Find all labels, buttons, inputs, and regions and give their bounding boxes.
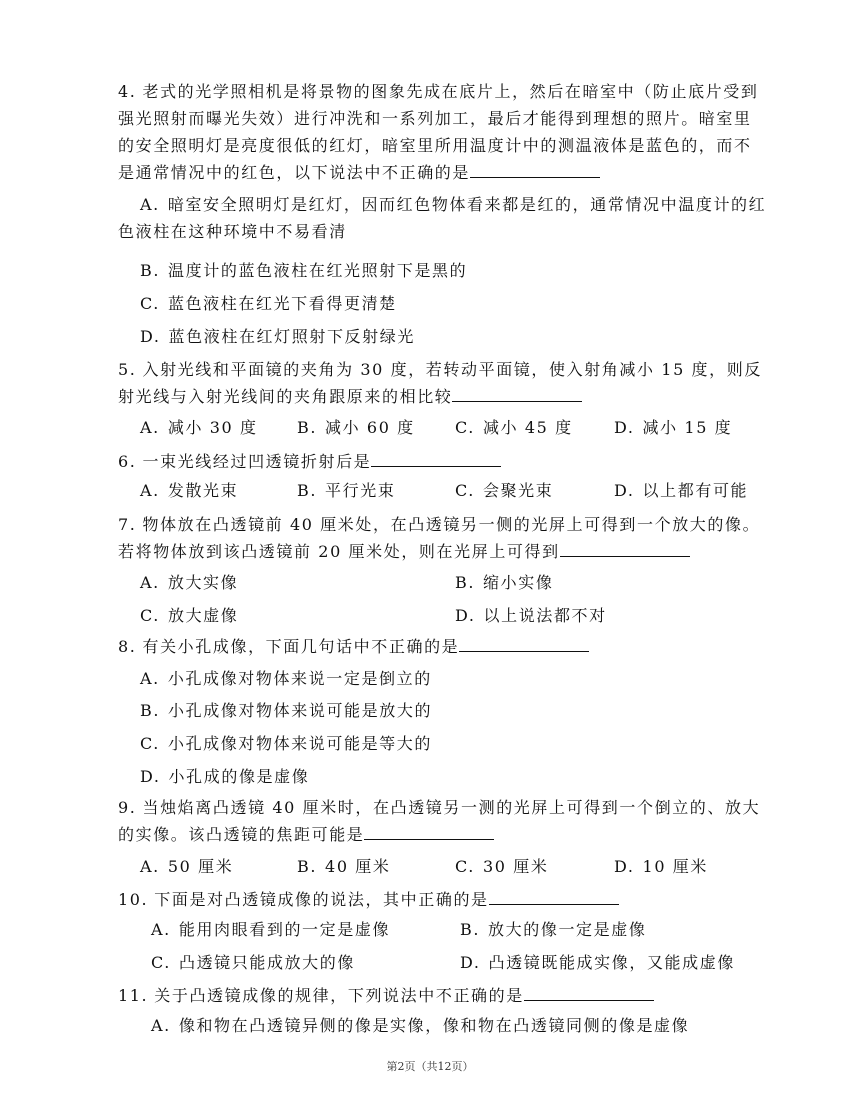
question-stem: 一束光线经过凹透镜折射后是 xyxy=(142,452,372,471)
option-letter: D. xyxy=(614,857,635,876)
page-footer: 第2页（共12页） xyxy=(386,1060,474,1073)
option-10c[interactable] xyxy=(151,950,355,973)
option-text: 40 厘米 xyxy=(325,857,391,876)
option-text: 蓝色液柱在红光下看得更清楚 xyxy=(167,294,397,313)
option-letter: C. xyxy=(151,953,171,972)
option-text: 放大的像一定是虚像 xyxy=(488,920,647,939)
option-4b[interactable] xyxy=(140,258,467,281)
option-letter: C. xyxy=(455,418,475,437)
option-letter: C. xyxy=(140,734,160,753)
answer-blank[interactable] xyxy=(524,982,654,1001)
option-text: 以上说法都不对 xyxy=(483,606,607,625)
question-8 xyxy=(118,633,768,660)
option-text: 30 厘米 xyxy=(482,857,549,876)
option-7a[interactable] xyxy=(140,570,238,593)
option-letter: A. xyxy=(151,1016,171,1035)
question-number: 10. xyxy=(118,890,149,909)
option-10d[interactable] xyxy=(460,950,735,973)
option-text: 暗室安全照明灯是红灯，因而红色物体看来都是红的，通常情况中温度计的红色液柱在这种环境中不易看清 xyxy=(118,195,767,241)
option-letter: D. xyxy=(140,327,161,346)
question-stem: 当烛焰离凸透镜 40 厘米时，在凸透镜另一测的光屏上可得到一个倒立的、放大的实像。该凸透镜的焦距可能是 xyxy=(118,798,761,844)
option-text: 缩小实像 xyxy=(483,573,554,592)
option-letter: A. xyxy=(140,669,160,688)
option-text: 以上都有可能 xyxy=(642,481,749,500)
option-5c[interactable] xyxy=(455,415,573,438)
option-text: 温度计的蓝色液柱在红光照射下是黑的 xyxy=(168,261,468,280)
option-letter: D. xyxy=(614,418,635,437)
option-text: 小孔成像对物体来说一定是倒立的 xyxy=(167,669,432,688)
option-8a[interactable] xyxy=(140,666,432,689)
option-letter: B. xyxy=(297,481,318,500)
option-text: 减小 60 度 xyxy=(325,418,415,437)
option-6d[interactable] xyxy=(614,478,748,501)
option-letter: C. xyxy=(140,294,160,313)
question-number: 6. xyxy=(118,452,137,471)
option-text: 平行光束 xyxy=(325,481,396,500)
option-letter: D. xyxy=(614,481,635,500)
option-letter: C. xyxy=(455,481,475,500)
option-letter: A. xyxy=(140,857,160,876)
option-7d[interactable] xyxy=(455,603,607,626)
option-letter: B. xyxy=(140,701,161,720)
option-text: 减小 30 度 xyxy=(167,418,258,437)
question-number: 4. xyxy=(118,82,137,101)
option-letter: A. xyxy=(140,481,160,500)
option-text: 能用肉眼看到的一定是虚像 xyxy=(178,920,391,939)
question-4 xyxy=(118,78,768,186)
question-stem: 入射光线和平面镜的夹角为 30 度，若转动平面镜，使入射角减小 15 度，则反射光线与入射光线间的夹角跟原来的相比较 xyxy=(118,360,762,406)
option-letter: D. xyxy=(455,606,476,625)
option-letter: C. xyxy=(455,857,475,876)
option-9b[interactable] xyxy=(297,854,391,877)
question-stem: 物体放在凸透镜前 40 厘米处，在凸透镜另一侧的光屏上可得到一个放大的像。若将物体放到该凸透镜前 20 厘米处，则在光屏上可得到 xyxy=(118,515,761,561)
question-number: 7. xyxy=(118,515,137,534)
option-text: 放大虚像 xyxy=(167,606,239,625)
option-8c[interactable] xyxy=(140,731,432,754)
question-number: 11. xyxy=(118,986,149,1005)
option-text: 小孔成像对物体来说可能是等大的 xyxy=(167,734,432,753)
option-text: 会聚光束 xyxy=(482,481,554,500)
option-text: 10 厘米 xyxy=(642,857,708,876)
option-text: 减小 45 度 xyxy=(482,418,573,437)
option-letter: B. xyxy=(455,573,476,592)
option-letter: D. xyxy=(140,767,161,786)
question-6 xyxy=(118,448,768,475)
option-7c[interactable] xyxy=(140,603,238,626)
option-4a[interactable] xyxy=(118,191,768,245)
option-6c[interactable] xyxy=(455,478,553,501)
option-letter: A. xyxy=(140,195,160,214)
option-5b[interactable] xyxy=(297,415,415,438)
option-text: 小孔成的像是虚像 xyxy=(168,767,310,786)
option-text: 像和物在凸透镜异侧的像是实像，像和物在凸透镜同侧的像是虚像 xyxy=(178,1016,690,1035)
question-stem: 老式的光学照相机是将景物的图象先成在底片上，然后在暗室中（防止底片受到强光照射而曝光失效）进行冲洗和一系列加工，最后才能得到理想的照片。暗室里的安全照明灯是亮度很低的红灯，暗室里所用温度计中的测温液体是蓝色的，而不是通常情况中的红色，以下说法中不正确的是 xyxy=(118,82,759,182)
option-letter: B. xyxy=(297,857,318,876)
option-7b[interactable] xyxy=(455,570,553,593)
option-text: 凸透镜只能成放大的像 xyxy=(178,953,355,972)
option-9c[interactable] xyxy=(455,854,548,877)
option-text: 发散光束 xyxy=(167,481,239,500)
option-text: 减小 15 度 xyxy=(642,418,733,437)
answer-blank[interactable] xyxy=(470,159,600,178)
option-letter: B. xyxy=(140,261,161,280)
option-8b[interactable] xyxy=(140,698,432,721)
option-6a[interactable] xyxy=(140,478,238,501)
answer-blank[interactable] xyxy=(489,886,619,905)
option-6b[interactable] xyxy=(297,478,395,501)
option-8d[interactable] xyxy=(140,764,309,787)
option-text: 蓝色液柱在红灯照射下反射绿光 xyxy=(168,327,415,346)
answer-blank[interactable] xyxy=(371,448,501,467)
option-10b[interactable] xyxy=(460,917,646,940)
option-letter: B. xyxy=(297,418,318,437)
question-number: 9. xyxy=(118,798,137,817)
option-letter: B. xyxy=(460,920,481,939)
answer-blank[interactable] xyxy=(364,821,494,840)
option-11a[interactable] xyxy=(151,1013,689,1036)
option-text: 小孔成像对物体来说可能是放大的 xyxy=(168,701,433,720)
option-4c[interactable] xyxy=(140,291,397,314)
option-10a[interactable] xyxy=(151,917,390,940)
option-letter: A. xyxy=(151,920,171,939)
question-stem: 关于凸透镜成像的规律，下列说法中不正确的是 xyxy=(154,986,524,1005)
option-5a[interactable] xyxy=(140,415,258,438)
option-letter: A. xyxy=(140,573,160,592)
option-text: 放大实像 xyxy=(167,573,239,592)
option-text: 50 厘米 xyxy=(167,857,234,876)
answer-blank[interactable] xyxy=(459,633,589,652)
option-letter: A. xyxy=(140,418,160,437)
question-number: 5. xyxy=(118,360,137,379)
question-stem: 下面是对凸透镜成像的说法，其中正确的是 xyxy=(154,890,489,909)
answer-blank[interactable] xyxy=(452,383,582,402)
question-7 xyxy=(118,511,768,565)
question-10 xyxy=(118,886,768,913)
option-9d[interactable] xyxy=(614,854,708,877)
option-text: 凸透镜既能成实像，又能成虚像 xyxy=(488,953,735,972)
option-letter: C. xyxy=(140,606,160,625)
option-5d[interactable] xyxy=(614,415,732,438)
question-9 xyxy=(118,794,768,848)
answer-blank[interactable] xyxy=(560,538,690,557)
question-number: 8. xyxy=(118,637,137,656)
question-stem: 有关小孔成像，下面几句话中不正确的是 xyxy=(142,637,460,656)
option-9a[interactable] xyxy=(140,854,233,877)
option-4d[interactable] xyxy=(140,324,415,347)
question-11 xyxy=(118,982,768,1009)
option-letter: D. xyxy=(460,953,481,972)
question-5 xyxy=(118,356,768,410)
